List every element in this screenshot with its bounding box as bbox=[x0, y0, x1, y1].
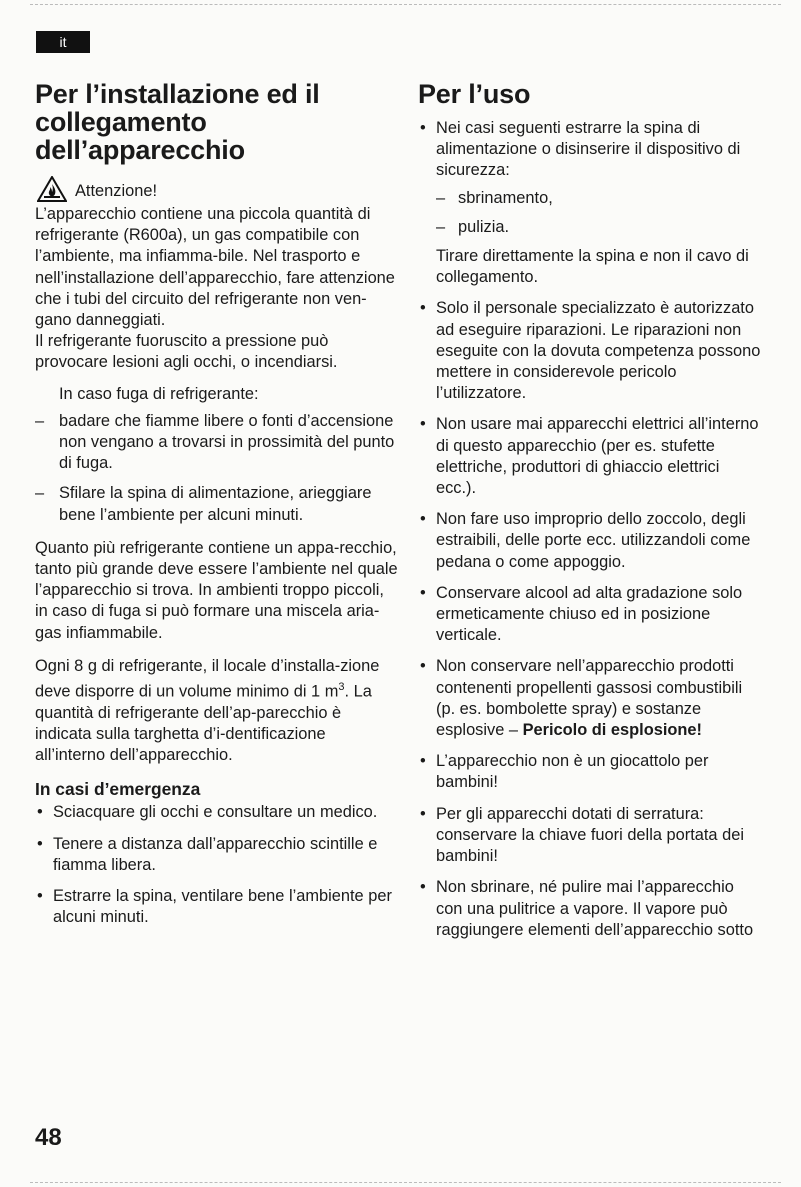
list-item bbox=[418, 118, 763, 288]
top-rule bbox=[30, 4, 781, 5]
list-item-continuation: Tirare direttamente la spina e non il cavo di collegamento. bbox=[436, 247, 749, 287]
list-item: • Non fare uso improprio dello zoccolo, degli estraibili, delle porte ecc. utilizzandoli come pedana o come appoggio. bbox=[418, 509, 763, 573]
sub-list-item: – pulizia. bbox=[436, 217, 763, 238]
list-item: • L’apparecchio non è un giocattolo per bambini! bbox=[418, 751, 763, 793]
right-column bbox=[418, 80, 763, 951]
list-item: • Tenere a distanza dall’apparecchio scintille e fiamma libera. bbox=[35, 834, 400, 876]
warning-text: L’apparecchio contiene una piccola quantità di refrigerante (R600a), un gas compatibile con l’ambiente, ma infiamma-bile. Nel trasporto e nell’installazione dell’apparecchio, fare attenzione che i tubi del circuito del refrigerante non ven-gano danneggiati. bbox=[35, 205, 395, 330]
list-item: – badare che fiamme libere o fonti d’accensione non vengano a trovarsi in prossimità del punto di fuga. bbox=[35, 411, 400, 475]
warning-text-2: Il refrigerante fuoruscito a pressione può provocare lesioni agli occhi, o incendiarsi. bbox=[35, 332, 338, 372]
volume-text-a: Ogni 8 g di refrigerante, il locale d’installa-zione deve disporre di un volume minimo di 1 m bbox=[35, 656, 380, 701]
page-number: 48 bbox=[35, 1124, 62, 1151]
flammable-warning-icon bbox=[37, 176, 67, 202]
leak-steps-list bbox=[35, 411, 400, 526]
usage-list bbox=[418, 118, 763, 941]
list-item: • Estrarre la spina, ventilare bene l’ambiente per alcuni minuti. bbox=[35, 886, 400, 928]
list-item bbox=[418, 656, 763, 741]
sub-list bbox=[436, 188, 763, 238]
leak-intro: In caso fuga di refrigerante: bbox=[59, 384, 259, 403]
emergency-title: In casi d’emergenza bbox=[35, 779, 201, 800]
list-item: • Conservare alcool ad alta gradazione solo ermeticamente chiuso ed in posizione verticale. bbox=[418, 583, 763, 647]
list-item-text: Non conservare nell’apparecchio prodotti contenenti propellenti gassosi combustibili (p. es. bombolette spray) e sostanze esplosive – bbox=[436, 657, 743, 740]
list-item: – Sfilare la spina di alimentazione, arieggiare bene l’ambiente per alcuni minuti. bbox=[35, 483, 400, 525]
list-item-text: Nei casi seguenti estrarre la spina di alimentazione o disinserire il dispositivo di sicurezza: bbox=[436, 119, 741, 180]
bottom-rule bbox=[30, 1182, 781, 1183]
list-item: • Non usare mai apparecchi elettrici all’interno di questo apparecchio (per es. stufette elettriche, produttori di ghiaccio elettrici ecc.). bbox=[418, 414, 763, 499]
warning-label: Attenzione! bbox=[75, 181, 158, 200]
emergency-list bbox=[35, 802, 400, 928]
list-item: • Solo il personale specializzato è autorizzato ad eseguire riparazioni. Le riparazioni non eseguite con la dovuta competenza possono mettere in considerevole pericolo l’utilizzatore. bbox=[418, 298, 763, 404]
danger-warning: Pericolo di esplosione! bbox=[522, 721, 702, 740]
volume-paragraph bbox=[35, 656, 400, 766]
list-item: • Per gli apparecchi dotati di serratura: conservare la chiave fuori della portata dei bambini! bbox=[418, 804, 763, 868]
warning-header bbox=[35, 176, 400, 202]
volume-text-b: . La quantità di refrigerante dell’ap-parecchio è indicata sulla targhetta d’i-dentificazione all’interno dell’apparecchio. bbox=[35, 682, 372, 765]
room-size-paragraph: Quanto più refrigerante contiene un appa-recchio, tanto più grande deve essere l’ambiente nel quale l’apparecchio si trova. In ambienti troppo piccoli, in caso di fuga si può formare una miscela aria-gas infiammabile. bbox=[35, 538, 398, 642]
installation-title: Per l’installazione ed il collegamento dell’apparecchio bbox=[35, 79, 320, 165]
list-item: • Sciacquare gli occhi e consultare un medico. bbox=[35, 802, 400, 823]
list-item: • Non sbrinare, né pulire mai l’apparecchio con una pulitrice a vapore. Il vapore può raggiungere elementi dell’apparecchio sotto bbox=[418, 877, 763, 941]
usage-title: Per l’uso bbox=[418, 79, 531, 109]
sub-list-item: – sbrinamento, bbox=[436, 188, 763, 209]
language-tag: it bbox=[36, 31, 90, 53]
volume-superscript: 3 bbox=[338, 681, 345, 694]
left-column bbox=[35, 80, 400, 938]
